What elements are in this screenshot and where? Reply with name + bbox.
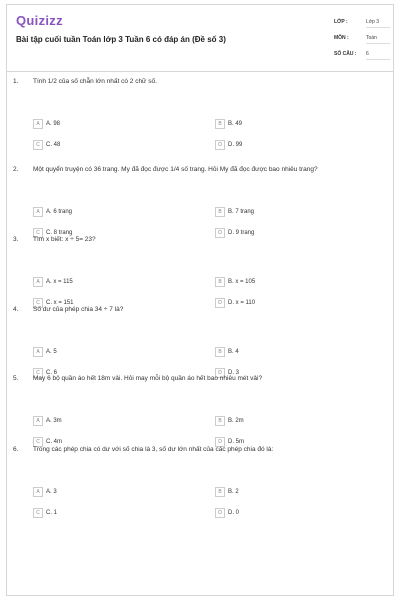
option-letter-box: B — [215, 207, 225, 217]
option-text: D. 99 — [228, 142, 243, 148]
meta-value: Toán — [366, 33, 390, 44]
option-letter-box: D — [215, 140, 225, 150]
option-text: D. 9 trang — [228, 230, 255, 236]
option-text: D. 0 — [228, 510, 240, 516]
option-text: A. 3m — [46, 418, 62, 424]
option-letter-box: A — [33, 347, 43, 357]
option-text: B. x = 105 — [228, 279, 256, 285]
page-title: Bài tập cuối tuần Toán lớp 3 Tuần 6 có đáp án (Đề số 3) — [16, 35, 226, 44]
option-letter-box: C — [33, 368, 43, 378]
meta-label: LỚP : — [334, 19, 348, 25]
meta-value: 6 — [366, 49, 390, 60]
option-letter-box: D — [215, 368, 225, 378]
question-number: 6. — [13, 446, 19, 453]
answer-option[interactable] — [215, 415, 244, 427]
answer-option[interactable] — [33, 276, 73, 288]
option-text: A. 98 — [46, 121, 61, 127]
answer-option[interactable] — [33, 486, 57, 498]
answer-option[interactable] — [33, 415, 62, 427]
option-letter-box: C — [33, 298, 43, 308]
answer-option[interactable] — [215, 276, 255, 288]
question-text: Trong các phép chia có dư với số chia là 3, số dư lớn nhất của các phép chia đó là: — [33, 446, 274, 453]
question-text: Tìm x biết: x ÷ 5= 23? — [33, 236, 96, 243]
question-text: Tính 1/2 của số chẵn lớn nhất có 2 chữ số. — [33, 78, 157, 85]
meta-row-subject — [334, 31, 394, 45]
question-text: Số dư của phép chia 34 ÷ 7 là? — [33, 306, 124, 313]
meta-label: MÔN : — [334, 35, 349, 41]
option-letter-box: C — [33, 140, 43, 150]
meta-panel — [334, 15, 394, 63]
answer-option[interactable] — [33, 507, 57, 519]
question-number: 1. — [13, 78, 19, 85]
question-number: 3. — [13, 236, 19, 243]
question-number: 2. — [13, 166, 19, 173]
option-text: B. 49 — [228, 121, 243, 127]
worksheet-header — [7, 5, 393, 72]
option-text: A. x = 115 — [46, 279, 73, 285]
meta-label: SỐ CÂU : — [334, 51, 357, 57]
answer-option[interactable] — [215, 486, 239, 498]
option-letter-box: A — [33, 277, 43, 287]
option-letter-box: A — [33, 207, 43, 217]
answer-option[interactable] — [215, 139, 242, 151]
option-letter-box: A — [33, 487, 43, 497]
option-letter-box: A — [33, 119, 43, 129]
question-text: Một quyển truyện có 36 trang. My đã đọc được 1/4 số trang. Hỏi My đã đọc được bao nhiêu trang? — [33, 166, 318, 173]
meta-row-count — [334, 47, 394, 61]
question-text: May 6 bộ quần áo hết 18m vải. Hỏi may mỗi bộ quần áo hết bao nhiêu mét vải? — [33, 375, 263, 382]
option-letter-box: B — [215, 277, 225, 287]
option-letter-box: C — [33, 508, 43, 518]
answer-option[interactable] — [33, 206, 72, 218]
option-text: A. 3 — [46, 489, 57, 495]
answer-option[interactable] — [215, 507, 239, 519]
option-text: D. 5m — [228, 439, 245, 445]
option-letter-box: D — [215, 508, 225, 518]
option-text: B. 4 — [228, 349, 239, 355]
option-letter-box: D — [215, 437, 225, 447]
option-letter-box: C — [33, 437, 43, 447]
answer-option[interactable] — [33, 346, 57, 358]
option-text: A. 6 trang — [46, 209, 73, 215]
option-text: B. 7 trang — [228, 209, 255, 215]
option-letter-box: B — [215, 416, 225, 426]
option-letter-box: C — [33, 228, 43, 238]
answer-option[interactable] — [215, 118, 242, 130]
option-text: B. 2m — [228, 418, 244, 424]
option-text: A. 5 — [46, 349, 57, 355]
answer-option[interactable] — [215, 206, 254, 218]
answer-option[interactable] — [33, 139, 60, 151]
option-text: D. x = 110 — [228, 300, 256, 306]
meta-value: Lớp 3 — [366, 17, 390, 28]
quizizz-logo: Quizizz — [16, 13, 63, 28]
option-letter-box: A — [33, 416, 43, 426]
option-text: C. 8 trang — [46, 230, 73, 236]
option-letter-box: B — [215, 347, 225, 357]
option-letter-box: B — [215, 487, 225, 497]
answer-option[interactable] — [215, 346, 239, 358]
question-number: 5. — [13, 375, 19, 382]
option-text: C. 4m — [46, 439, 63, 445]
option-text: D. 3 — [228, 370, 240, 376]
answer-option[interactable] — [33, 118, 60, 130]
question-number: 4. — [13, 306, 19, 313]
option-letter-box: D — [215, 298, 225, 308]
option-letter-box: B — [215, 119, 225, 129]
option-text: C. 1 — [46, 510, 58, 516]
option-text: B. 2 — [228, 489, 239, 495]
option-text: C. 6 — [46, 370, 58, 376]
option-letter-box: D — [215, 228, 225, 238]
option-text: C. x = 151 — [46, 300, 74, 306]
meta-row-class — [334, 15, 394, 29]
option-text: C. 48 — [46, 142, 61, 148]
